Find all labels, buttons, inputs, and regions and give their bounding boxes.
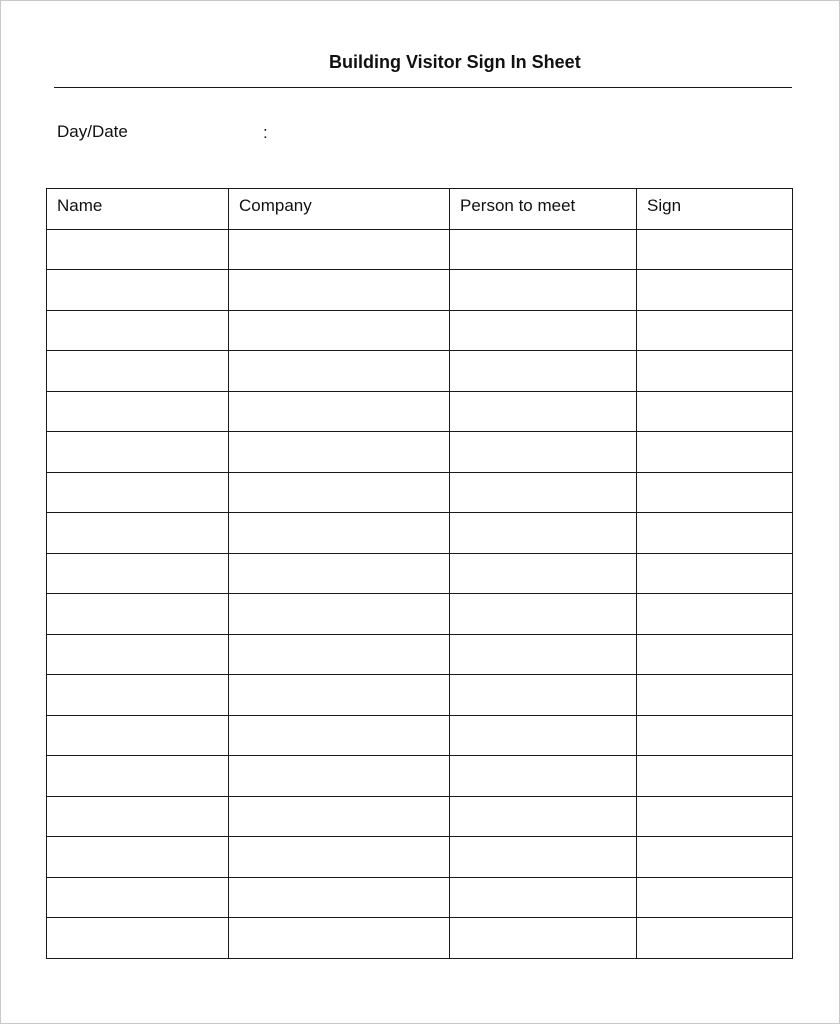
table-row — [47, 513, 793, 554]
table-row — [47, 715, 793, 756]
cell-sign[interactable] — [637, 472, 793, 513]
date-separator: : — [263, 123, 268, 142]
table-row — [47, 796, 793, 837]
table-row — [47, 675, 793, 716]
cell-company[interactable] — [229, 351, 450, 392]
table-row — [47, 351, 793, 392]
table-body — [47, 229, 793, 958]
cell-sign[interactable] — [637, 715, 793, 756]
table-row — [47, 229, 793, 270]
cell-person-to-meet[interactable] — [450, 553, 637, 594]
cell-name[interactable] — [47, 796, 229, 837]
cell-name[interactable] — [47, 634, 229, 675]
cell-person-to-meet[interactable] — [450, 877, 637, 918]
page-title: Building Visitor Sign In Sheet — [329, 52, 581, 72]
cell-person-to-meet[interactable] — [450, 796, 637, 837]
cell-company[interactable] — [229, 756, 450, 797]
table-row — [47, 472, 793, 513]
cell-person-to-meet[interactable] — [450, 918, 637, 959]
cell-company[interactable] — [229, 391, 450, 432]
cell-company[interactable] — [229, 472, 450, 513]
cell-sign[interactable] — [637, 351, 793, 392]
cell-company[interactable] — [229, 513, 450, 554]
cell-company[interactable] — [229, 553, 450, 594]
cell-sign[interactable] — [637, 513, 793, 554]
table-row — [47, 432, 793, 473]
cell-person-to-meet[interactable] — [450, 715, 637, 756]
table-row — [47, 837, 793, 878]
cell-name[interactable] — [47, 229, 229, 270]
cell-name[interactable] — [47, 837, 229, 878]
visitor-sign-in-table — [46, 188, 793, 959]
table-row — [47, 391, 793, 432]
cell-name[interactable] — [47, 391, 229, 432]
cell-sign[interactable] — [637, 837, 793, 878]
cell-person-to-meet[interactable] — [450, 229, 637, 270]
table-row — [47, 634, 793, 675]
cell-company[interactable] — [229, 918, 450, 959]
cell-person-to-meet[interactable] — [450, 270, 637, 311]
cell-sign[interactable] — [637, 229, 793, 270]
cell-person-to-meet[interactable] — [450, 391, 637, 432]
column-header-person-to-meet: Person to meet — [450, 189, 637, 230]
date-field[interactable] — [277, 122, 577, 144]
date-label: Day/Date — [57, 122, 128, 141]
cell-name[interactable] — [47, 715, 229, 756]
cell-person-to-meet[interactable] — [450, 513, 637, 554]
cell-person-to-meet[interactable] — [450, 634, 637, 675]
cell-company[interactable] — [229, 837, 450, 878]
cell-company[interactable] — [229, 594, 450, 635]
cell-company[interactable] — [229, 270, 450, 311]
column-header-sign: Sign — [637, 189, 793, 230]
cell-sign[interactable] — [637, 594, 793, 635]
table-row — [47, 756, 793, 797]
table-row — [47, 553, 793, 594]
table-row — [47, 594, 793, 635]
cell-company[interactable] — [229, 432, 450, 473]
title-divider — [54, 87, 792, 88]
cell-company[interactable] — [229, 675, 450, 716]
cell-sign[interactable] — [637, 270, 793, 311]
cell-name[interactable] — [47, 756, 229, 797]
table-row — [47, 270, 793, 311]
cell-sign[interactable] — [637, 391, 793, 432]
cell-person-to-meet[interactable] — [450, 675, 637, 716]
cell-name[interactable] — [47, 432, 229, 473]
cell-name[interactable] — [47, 472, 229, 513]
cell-person-to-meet[interactable] — [450, 756, 637, 797]
column-header-company: Company — [229, 189, 450, 230]
cell-name[interactable] — [47, 351, 229, 392]
table-row — [47, 877, 793, 918]
cell-sign[interactable] — [637, 310, 793, 351]
cell-sign[interactable] — [637, 553, 793, 594]
table-header-row — [47, 189, 793, 230]
column-header-name: Name — [47, 189, 229, 230]
cell-name[interactable] — [47, 310, 229, 351]
cell-company[interactable] — [229, 310, 450, 351]
cell-sign[interactable] — [637, 634, 793, 675]
table-row — [47, 918, 793, 959]
cell-person-to-meet[interactable] — [450, 594, 637, 635]
table-row — [47, 310, 793, 351]
cell-person-to-meet[interactable] — [450, 472, 637, 513]
cell-name[interactable] — [47, 918, 229, 959]
cell-sign[interactable] — [637, 918, 793, 959]
cell-sign[interactable] — [637, 756, 793, 797]
cell-company[interactable] — [229, 634, 450, 675]
cell-person-to-meet[interactable] — [450, 837, 637, 878]
cell-sign[interactable] — [637, 796, 793, 837]
cell-name[interactable] — [47, 270, 229, 311]
cell-company[interactable] — [229, 796, 450, 837]
cell-name[interactable] — [47, 675, 229, 716]
cell-name[interactable] — [47, 594, 229, 635]
cell-name[interactable] — [47, 877, 229, 918]
cell-company[interactable] — [229, 229, 450, 270]
cell-person-to-meet[interactable] — [450, 432, 637, 473]
cell-person-to-meet[interactable] — [450, 351, 637, 392]
cell-sign[interactable] — [637, 877, 793, 918]
cell-name[interactable] — [47, 513, 229, 554]
cell-sign[interactable] — [637, 432, 793, 473]
cell-company[interactable] — [229, 877, 450, 918]
cell-person-to-meet[interactable] — [450, 310, 637, 351]
cell-company[interactable] — [229, 715, 450, 756]
cell-name[interactable] — [47, 553, 229, 594]
cell-sign[interactable] — [637, 675, 793, 716]
